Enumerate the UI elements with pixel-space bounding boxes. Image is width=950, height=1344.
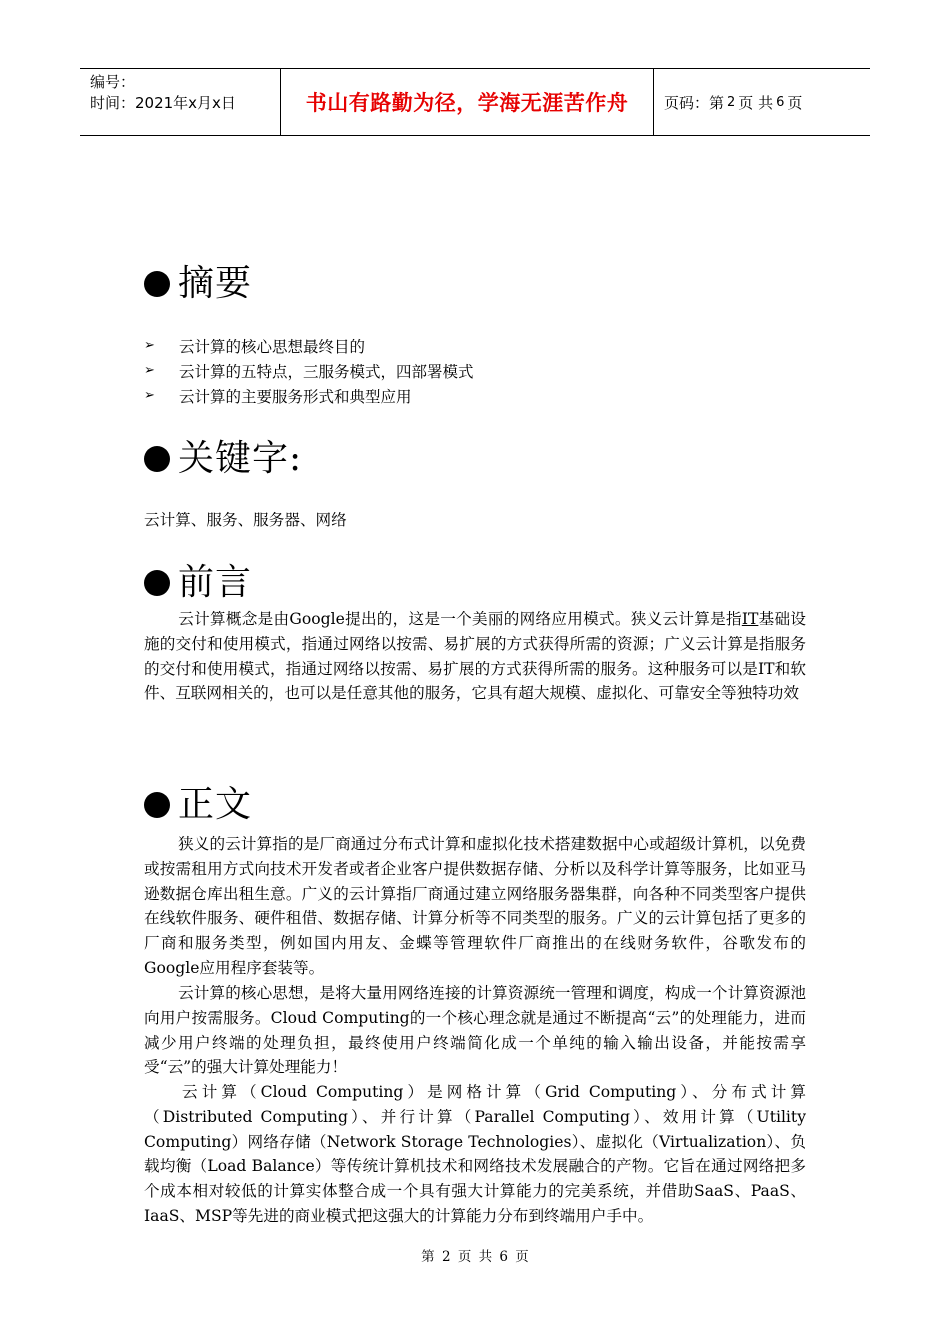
arrow-bullet-icon: ➢: [144, 363, 155, 378]
list-item-text: 云计算的核心思想最终目的: [179, 337, 366, 356]
list-item: [144, 333, 474, 358]
header-page-mid: 页 共: [738, 93, 774, 112]
preface-text-after-link: 基础设施的交付和使用模式，指通过网络以按需、易扩展的方式获得所需的资源；广义云计算是指服务的交付和使用模式，指通过网络以按需、易扩展的方式获得所需的服务。这种服务可以是IT和软件、互联网相关的，也可以是任意其他的服务，它具有超大规模、虚拟化、可靠安全等独特功效: [144, 610, 806, 703]
keywords-text: 云计算、服务、服务器、网络: [144, 511, 347, 529]
header-motto: 书山有路勤为径，学海无涯苦作舟: [281, 69, 654, 135]
arrow-bullet-icon: ➢: [144, 388, 155, 403]
body-paragraph: [144, 981, 806, 1080]
header-page-current: 2: [727, 94, 736, 110]
preface-paragraph: [144, 607, 806, 706]
header-page-info: [654, 69, 870, 135]
header-number-label: 编号：: [90, 73, 136, 91]
list-item-text: 云计算的主要服务形式和典型应用: [179, 387, 412, 406]
page-header: [80, 68, 870, 136]
list-item-text: 云计算的五特点，三服务模式，四部署模式: [179, 362, 474, 381]
body-heading: [144, 783, 252, 827]
header-page-prefix: 页码：第: [664, 93, 725, 112]
bullet-dot-icon: [144, 446, 170, 472]
body-title: 正文: [178, 784, 253, 825]
body-paragraph-text: 云计算（Cloud Computing）是网格计算（Grid Computing）、分布式计算（Distributed Computing）、并行计算（Parallel Computing）、效用计算（Utility Computing）网络存储（Network Storage Technologies）、虚拟化（Virtualization）、负载均衡（Load Balance）等传统计算机技术和网络技术发展融合的产物。它旨在通过网络把多个成本相对较低的计算实体整合成一个具有强大计算能力的完美系统，并借助SaaS、PaaS、IaaS、MSP等先进的商业模式把这强大的计算能力分布到终端用户手中。: [144, 1083, 806, 1225]
header-page-total: 6: [776, 94, 785, 110]
abstract-heading: [144, 262, 252, 306]
abstract-list: [144, 333, 474, 408]
bullet-dot-icon: [144, 271, 170, 297]
body-paragraph: [144, 832, 806, 981]
preface-heading: [144, 561, 252, 605]
keywords-heading: [144, 437, 302, 481]
body-paragraph-text: 云计算的核心思想，是将大量用网络连接的计算资源统一管理和调度，构成一个计算资源池向用户按需服务。Cloud Computing的一个核心理念就是通过不断提高“云”的处理能力，进而减少用户终端的处理负担，最终使用户终端简化成一个单纯的输入输出设备，并能按需享受“云”的强大计算处理能力！: [144, 984, 806, 1077]
keywords-title: 关键字:: [178, 438, 303, 479]
arrow-bullet-icon: ➢: [144, 338, 155, 353]
preface-title: 前言: [178, 562, 253, 603]
header-time-label: 时间：2021年x月x日: [90, 94, 236, 112]
it-link[interactable]: IT: [741, 610, 759, 628]
preface-text-before-link: 云计算概念是由Google提出的，这是一个美丽的网络应用模式。狭义云计算是指: [178, 610, 742, 628]
list-item: [144, 358, 474, 383]
bullet-dot-icon: [144, 792, 170, 818]
body-paragraph: [144, 1080, 806, 1229]
abstract-title: 摘要: [178, 263, 253, 304]
header-meta: [80, 69, 281, 135]
bullet-dot-icon: [144, 570, 170, 596]
page-footer: 第 2 页 共 6 页: [421, 1249, 529, 1265]
list-item: [144, 383, 474, 408]
body-paragraph-text: 狭义的云计算指的是厂商通过分布式计算和虚拟化技术搭建数据中心或超级计算机，以免费或按需租用方式向技术开发者或者企业客户提供数据存储、分析以及科学计算等服务，比如亚马逊数据仓库出租生意。广义的云计算指厂商通过建立网络服务器集群，向各种不同类型客户提供在线软件服务、硬件租借、数据存储、计算分析等不同类型的服务。广义的云计算包括了更多的厂商和服务类型，例如国内用友、金蝶等管理软件厂商推出的在线财务软件，谷歌发布的Google应用程序套装等。: [144, 835, 806, 977]
header-page-suffix: 页: [787, 93, 803, 112]
